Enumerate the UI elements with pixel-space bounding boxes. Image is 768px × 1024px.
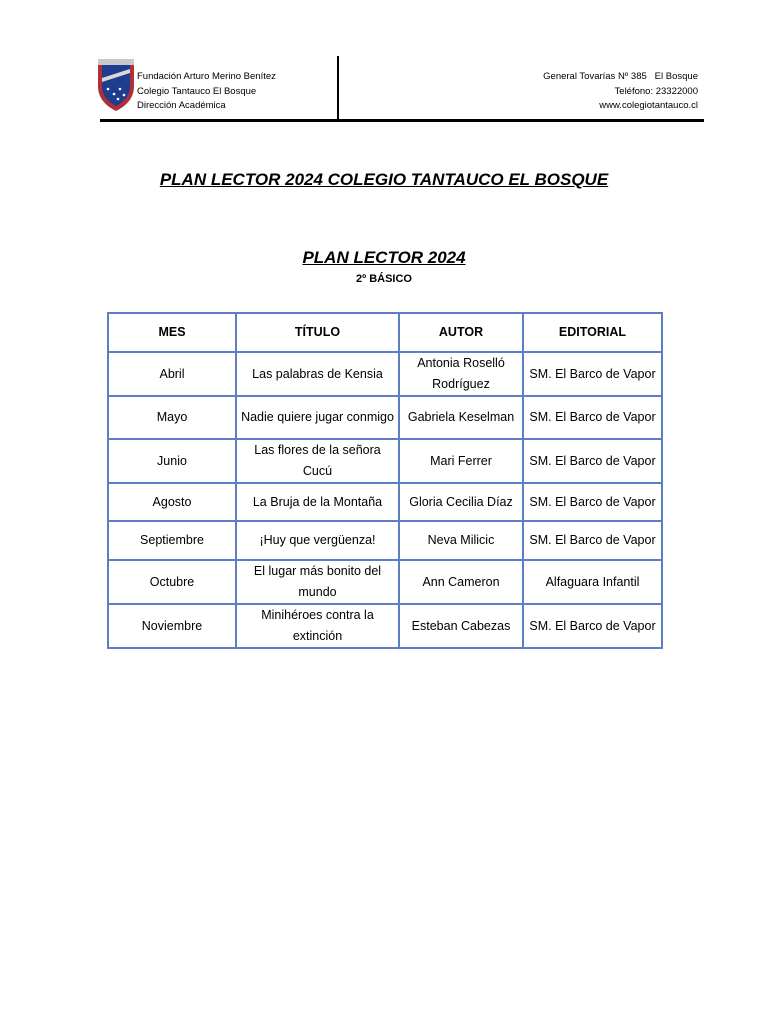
column-header-author: AUTOR (399, 313, 523, 352)
cell-title: Nadie quiere jugar conmigo (236, 396, 399, 439)
cell-title: Minihéroes contra la extinción (236, 604, 399, 648)
cell-month: Noviembre (108, 604, 236, 648)
table-row (108, 396, 662, 439)
org-line: Fundación Arturo Merino Benítez (137, 71, 276, 82)
cell-title: ¡Huy que vergüenza! (236, 521, 399, 560)
cell-publisher: SM. El Barco de Vapor (523, 439, 662, 483)
cell-author: Ann Cameron (399, 560, 523, 604)
table-row (108, 439, 662, 483)
cell-publisher: Alfaguara Infantil (523, 560, 662, 604)
school-crest-icon (96, 56, 136, 112)
cell-month: Octubre (108, 560, 236, 604)
address-line: General Tovarías Nº 385 El Bosque (543, 71, 698, 82)
cell-author: Mari Ferrer (399, 439, 523, 483)
cell-title: El lugar más bonito del mundo (236, 560, 399, 604)
org-line: Colegio Tantauco El Bosque (137, 85, 257, 97)
document-title: PLAN LECTOR 2024 COLEGIO TANTAUCO EL BOSQUE (159, 170, 609, 189)
cell-author: Antonia Roselló Rodríguez (399, 352, 523, 396)
contact-info (543, 70, 698, 114)
cell-author: Neva Milicic (399, 521, 523, 560)
grade-label: 2º BÁSICO (356, 273, 412, 285)
column-header-title: TÍTULO (236, 313, 399, 352)
cell-publisher: SM. El Barco de Vapor (523, 604, 662, 648)
letterhead (0, 0, 768, 130)
website-line: www.colegiotantauco.cl (599, 100, 698, 111)
phone-line: Teléfono: 23322000 (614, 85, 698, 97)
org-line: Dirección Académica (137, 100, 226, 111)
cell-author: Gloria Cecilia Díaz (399, 483, 523, 521)
column-header-month: MES (108, 313, 236, 352)
cell-publisher: SM. El Barco de Vapor (523, 483, 662, 521)
cell-publisher: SM. El Barco de Vapor (523, 521, 662, 560)
cell-month: Abril (108, 352, 236, 396)
cell-title: La Bruja de la Montaña (236, 483, 399, 521)
cell-month: Junio (108, 439, 236, 483)
header-divider (337, 56, 339, 120)
reading-plan-table (107, 312, 663, 649)
cell-title: Las flores de la señora Cucú (236, 439, 399, 483)
cell-publisher: SM. El Barco de Vapor (523, 396, 662, 439)
table-header-row (108, 313, 662, 352)
cell-author: Esteban Cabezas (399, 604, 523, 648)
cell-month: Agosto (108, 483, 236, 521)
cell-author: Gabriela Keselman (399, 396, 523, 439)
table-row (108, 483, 662, 521)
table-row (108, 352, 662, 396)
header-rule (100, 119, 704, 122)
cell-month: Septiembre (108, 521, 236, 560)
cell-title: Las palabras de Kensia (236, 352, 399, 396)
institution-info (137, 70, 276, 114)
column-header-publisher: EDITORIAL (523, 313, 662, 352)
plan-title: PLAN LECTOR 2024 (302, 248, 466, 267)
table-row (108, 604, 662, 648)
cell-publisher: SM. El Barco de Vapor (523, 352, 662, 396)
table-row (108, 560, 662, 604)
cell-month: Mayo (108, 396, 236, 439)
table-row (108, 521, 662, 560)
